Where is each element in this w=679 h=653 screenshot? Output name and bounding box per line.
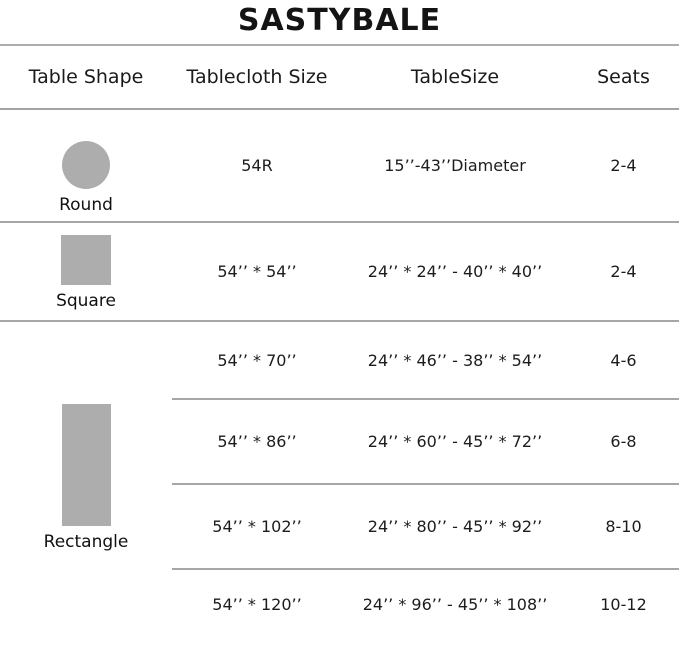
tablecloth-size-value: 54R [241, 156, 273, 175]
table-row [172, 398, 679, 483]
column-header-table-size: TableSize [410, 66, 500, 88]
table-size-value: 24’’ * 80’’ - 45’’ * 92’’ [367, 517, 543, 536]
tablecloth-size-value: 54’’ * 102’’ [212, 517, 302, 536]
seats-value: 8-10 [605, 517, 642, 536]
seats-value: 2-4 [610, 156, 637, 175]
seats-value: 4-6 [610, 350, 637, 370]
square-shape-icon [61, 235, 111, 285]
shape-label-round: Round [59, 194, 113, 215]
tablecloth-size-value: 54’’ * 120’’ [212, 595, 302, 614]
column-header-table-shape: Table Shape [28, 66, 144, 88]
table-size-value: 24’’ * 46’’ - 38’’ * 54’’ [367, 350, 543, 370]
rectangle-shape-cell [44, 404, 129, 552]
tablecloth-size-value: 54’’ * 86’’ [217, 432, 297, 451]
table-row-round [0, 110, 679, 223]
column-header-tablecloth-size: Tablecloth Size [186, 66, 328, 88]
table-size-value: 24’’ * 96’’ - 45’’ * 108’’ [362, 595, 548, 614]
table-row-group-rectangle [0, 322, 679, 653]
column-header-seats: Seats [597, 66, 650, 88]
rectangle-subrows [172, 322, 679, 653]
seats-value: 10-12 [600, 595, 647, 614]
table-size-value: 24’’ * 24’’ - 40’’ * 40’’ [367, 262, 543, 281]
table-row [172, 483, 679, 568]
seats-value: 6-8 [610, 432, 637, 451]
table-row-square [0, 223, 679, 322]
square-shape-cell [56, 235, 116, 311]
rectangle-shape-icon [62, 404, 111, 526]
shape-label-square: Square [56, 290, 116, 311]
table-row [172, 568, 679, 653]
seats-value: 2-4 [610, 262, 637, 281]
table-size-value: 15’’-43’’Diameter [384, 156, 526, 175]
table-size-value: 24’’ * 60’’ - 45’’ * 72’’ [367, 432, 543, 451]
tablecloth-size-value: 54’’ * 54’’ [217, 262, 297, 281]
table-row [172, 322, 679, 398]
round-shape-cell [59, 141, 113, 215]
circle-shape-icon [62, 141, 110, 189]
brand-title: SASTYBALE [237, 3, 442, 38]
tablecloth-size-value: 54’’ * 70’’ [217, 350, 297, 370]
shape-label-rectangle: Rectangle [43, 531, 129, 552]
table-header-row [0, 46, 679, 110]
